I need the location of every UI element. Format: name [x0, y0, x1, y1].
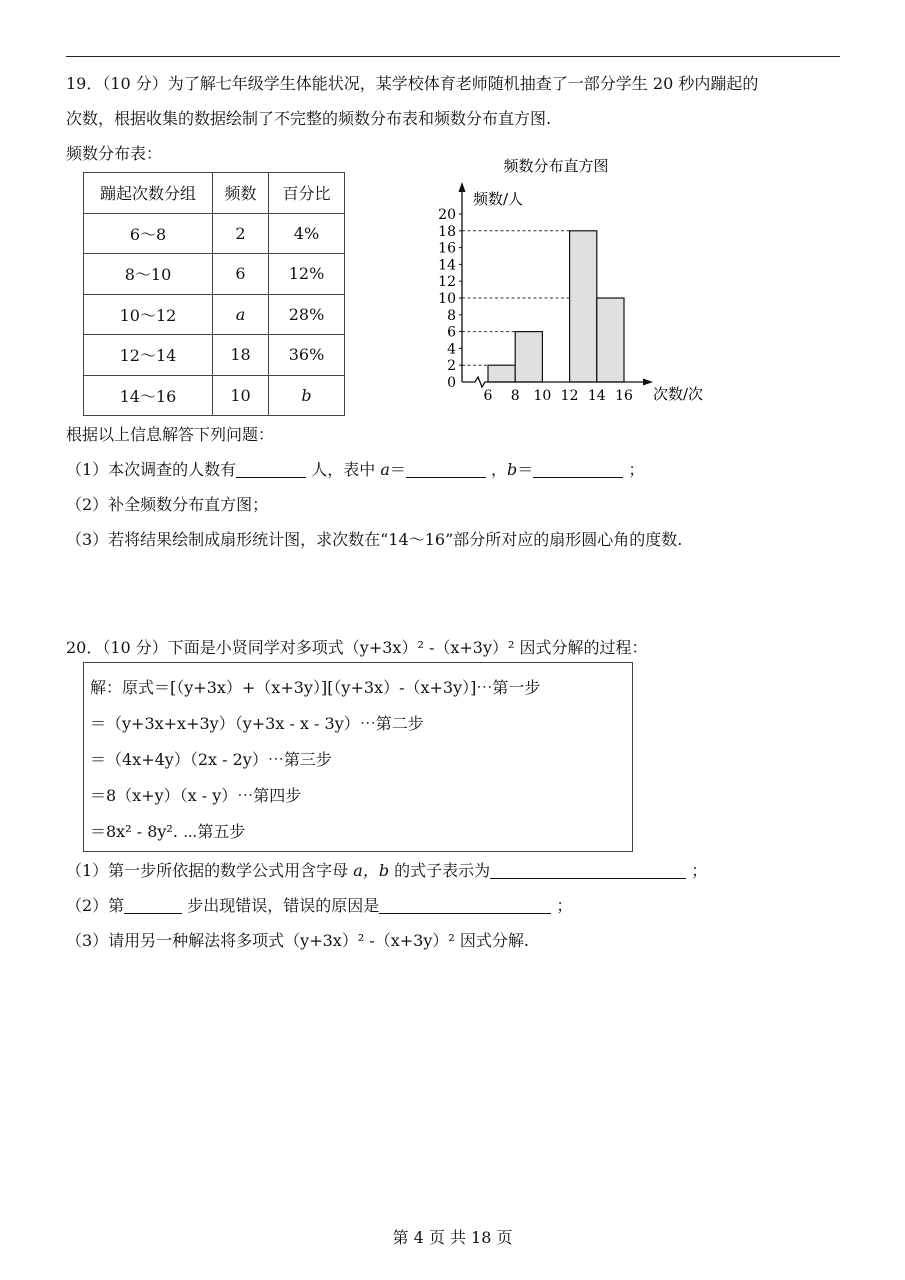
q20-sub1-mid: 的式子表示为	[389, 861, 491, 880]
y-tick-label: 10	[438, 291, 456, 307]
x-axis-label: 次数/次	[653, 385, 704, 403]
cell-percent	[269, 375, 345, 416]
cell-group: 8～10	[84, 254, 213, 295]
histogram-chart	[420, 150, 720, 412]
answer-blank-count[interactable]	[236, 461, 306, 478]
table-row	[84, 375, 345, 416]
answer-blank-step[interactable]	[124, 897, 182, 914]
var-b-label: b	[507, 460, 518, 479]
q20-sub3: （3）请用另一种解法将多项式（y+3x）² -（x+3y）² 因式分解.	[66, 931, 529, 950]
header-count: 频数	[213, 173, 269, 214]
q19-sub3: （3）若将结果绘制成扇形统计图，求次数在“14～16”部分所对应的扇形圆心角的度数.	[66, 530, 683, 549]
cell-group: 14～16	[84, 375, 213, 416]
y-axis-arrow-icon	[459, 182, 466, 192]
separator: ，	[485, 460, 508, 479]
table-label: 频数分布表：	[66, 144, 163, 163]
header-percent: 百分比	[269, 173, 345, 214]
histogram-bar	[597, 298, 624, 382]
q20-sub2-text: （2）第	[66, 896, 125, 915]
histogram-bar	[515, 332, 542, 382]
cell-group: 10～12	[84, 294, 213, 335]
table-row	[84, 254, 345, 295]
table-row	[84, 213, 345, 254]
equals-sign: ＝	[517, 460, 534, 479]
y-axis-label: 频数/人	[473, 190, 524, 208]
q20-sub2-mid: 步出现错误，错误的原因是	[182, 896, 380, 915]
y-tick-label: 16	[438, 240, 456, 257]
page-footer: 第 4 页 共 18 页	[392, 1228, 513, 1247]
y-tick-label: 2	[447, 358, 456, 375]
y-tick-label: 4	[447, 341, 456, 358]
q20-sub1	[66, 860, 707, 882]
cell-count: 2	[213, 213, 269, 254]
sub1-end: ；	[623, 460, 645, 479]
var-a: a	[235, 304, 246, 324]
solution-step-2: ＝（y+3x+x+3y）（y+3x - x - 3y）⋯第二步	[90, 714, 424, 733]
q19-sub1	[66, 459, 644, 481]
x-tick-label: 6	[483, 388, 493, 404]
chart-title: 频数分布直方图	[503, 157, 609, 175]
q20-sub1-end: ；	[686, 861, 708, 880]
q19-sub1-text: （1）本次调查的人数有	[66, 460, 237, 479]
q19-prompt: 根据以上信息解答下列问题：	[66, 425, 275, 444]
top-rule	[66, 56, 840, 57]
table-header-row	[84, 173, 345, 214]
q19-line1: 19．（10 分）为了解七年级学生体能状况，某学校体育老师随机抽查了一部分学生 20 秒内蹦起的	[66, 74, 759, 93]
q19-line2: 次数，根据收集的数据绘制了不完整的频数分布表和频数分布直方图.	[66, 109, 552, 128]
equals-sign: ＝	[389, 460, 406, 479]
y-tick-label: 18	[438, 223, 456, 240]
cell-percent: 28%	[269, 294, 345, 335]
table-row	[84, 335, 345, 376]
cell-count: 6	[213, 254, 269, 295]
cell-count	[213, 294, 269, 335]
y-tick-label: 8	[447, 307, 456, 324]
frequency-table	[83, 172, 345, 416]
solution-step-5: ＝8x² - 8y². ⋯第五步	[90, 822, 246, 841]
y-tick-label: 12	[438, 274, 456, 291]
solution-box	[83, 662, 633, 852]
q19-sub1-mid: 人，表中	[306, 460, 381, 479]
y-tick-label: 6	[447, 324, 456, 341]
var-b: b	[301, 385, 312, 405]
cell-percent: 36%	[269, 335, 345, 376]
cell-percent: 4%	[269, 213, 345, 254]
histogram-bar	[488, 365, 515, 382]
x-tick-label: 8	[510, 388, 520, 404]
cell-count: 18	[213, 335, 269, 376]
var-ab: a，b	[353, 861, 390, 880]
table-row	[84, 294, 345, 335]
x-tick-label: 12	[560, 388, 579, 404]
cell-count: 10	[213, 375, 269, 416]
q20-sub1-text: （1）第一步所依据的数学公式用含字母	[66, 861, 354, 880]
cell-group: 6～8	[84, 213, 213, 254]
cell-percent: 12%	[269, 254, 345, 295]
cell-group: 12～14	[84, 335, 213, 376]
x-tick-label: 14	[587, 388, 606, 404]
answer-blank-reason[interactable]	[379, 897, 551, 914]
y-tick-label: 20	[438, 207, 456, 223]
q20-head: 20．（10 分）下面是小贤同学对多项式（y+3x）² -（x+3y）² 因式分解的过程：	[66, 638, 648, 657]
solution-step-1: 解：原式＝[（y+3x）+（x+3y）][（y+3x）-（x+3y）]⋯第一步	[90, 678, 541, 697]
x-tick-label: 16	[615, 388, 633, 404]
y-tick-label: 14	[438, 257, 456, 274]
q19-sub2: （2）补全频数分布直方图；	[66, 495, 269, 514]
histogram-bar	[570, 231, 597, 382]
x-tick-label: 10	[533, 388, 552, 404]
q20-sub2	[66, 895, 572, 917]
x-axis-arrow-icon	[643, 379, 653, 386]
answer-blank-formula[interactable]	[490, 862, 686, 879]
solution-step-3: ＝（4x+4y）（2x - 2y）⋯第三步	[90, 750, 332, 769]
solution-step-4: ＝8（x+y）（x - y）⋯第四步	[90, 786, 302, 805]
q20-sub2-end: ；	[551, 896, 573, 915]
var-a-label: a	[380, 460, 390, 479]
header-group: 蹦起次数分组	[84, 173, 213, 214]
answer-blank-a[interactable]	[406, 461, 486, 478]
y-tick-label: 0	[447, 375, 456, 391]
answer-blank-b[interactable]	[533, 461, 623, 478]
